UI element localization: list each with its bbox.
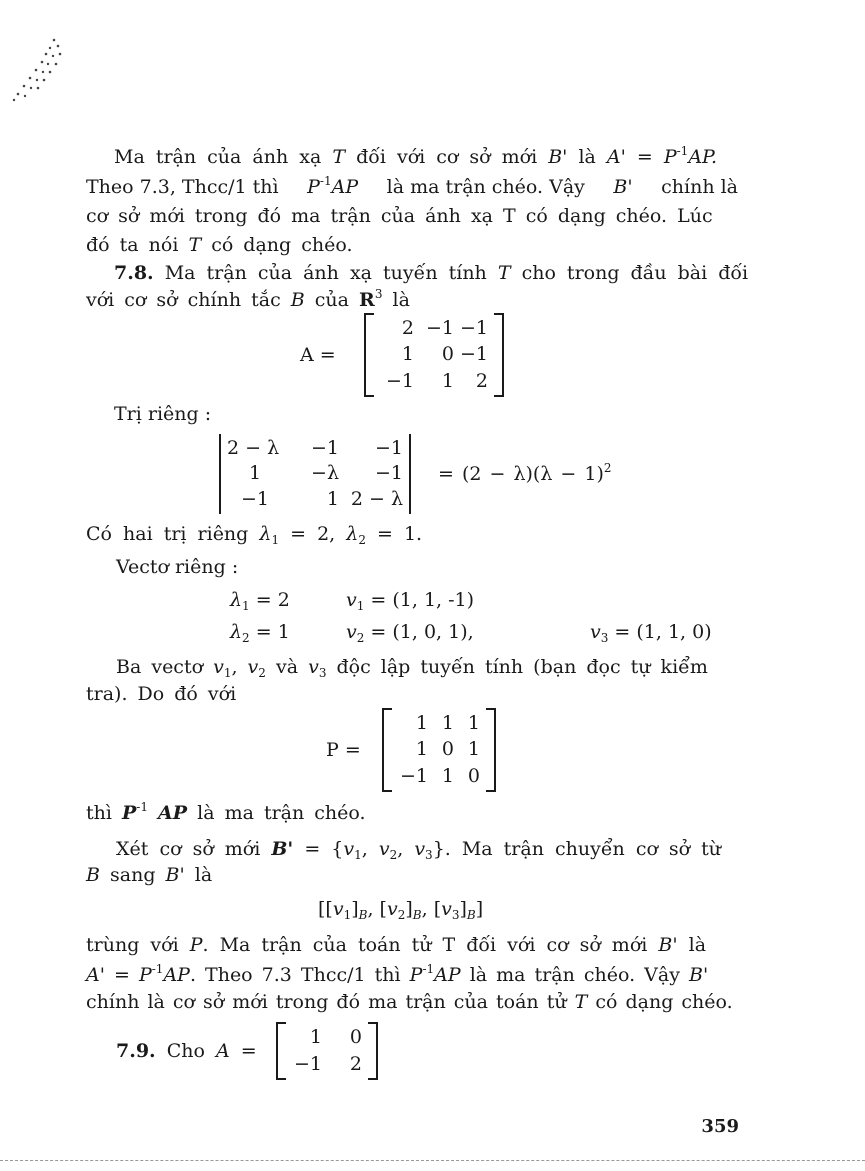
new-basis-line2: B sang B' là xyxy=(86,864,213,886)
coincides-line3: chính là cơ sở mới trong đó ma trận của toán tử T có dạng chéo. xyxy=(86,991,733,1013)
matrix-p: 1 1 1 1 0 1 −1 1 0 xyxy=(382,708,496,792)
matrix-a-79: 1 0 −1 2 xyxy=(276,1022,378,1080)
two-eigenvalues: Có hai trị riêng $\lambda_1 = 2$, $\lambda_2 = 1$. xyxy=(86,523,423,547)
matrix-a-label: A = xyxy=(300,344,336,366)
para1-line1: Ma trận của ánh xạ T đối với cơ sở mới B' là $A' = P^{-1}AP$. xyxy=(114,144,718,168)
para1-line2: Theo 7.3, Thcc/1 thì $P^{-1}AP$ là ma trận chéo. Vậy B' chính là xyxy=(86,174,738,198)
ex78-line1: 7.8. Ma trận của ánh xạ tuyến tính T cho trong đầu bài đối xyxy=(114,262,749,284)
page-number: 359 xyxy=(701,1116,739,1137)
coincides-line1: trùng với P. Ma trận của toán tử T đối với cơ sở mới B' là xyxy=(86,934,707,956)
para1-line4: đó ta nói T có dạng chéo. xyxy=(86,234,353,256)
library-stamp-mark xyxy=(6,28,76,108)
eigenvector-v2: $\lambda_2 = 1$ xyxy=(230,621,290,645)
eigenvector-v2-value: $v_2 = (1$, 0, 1), xyxy=(346,621,474,645)
para1-line3: cơ sở mới trong đó ma trận của ánh xạ T có dạng chéo. Lúc xyxy=(86,205,713,227)
ex79-statement: 7.9. Cho A = xyxy=(116,1040,257,1062)
new-basis-line1: Xét cơ sở mới $B' = \{v_1$, $v_2$, $v_3$}. Ma trận chuyển cơ sở từ xyxy=(116,838,722,862)
exercise-number: 7.9. xyxy=(116,1040,156,1062)
eigenvector-v3-value: $v_3 = (1$, 1, 0) xyxy=(590,621,712,645)
diagonal-statement: thì $P^{-1}$ AP là ma trận chéo. xyxy=(86,800,366,824)
coordinate-matrix: [$[v_1]_B$, $[v_2]_B$, $[v_3]_B$] xyxy=(318,898,484,922)
matrix-p-label: P = xyxy=(326,739,361,761)
ex78-line2: với cơ sở chính tắc B của $R^3$ là xyxy=(86,287,410,311)
independence-line1: Ba vectơ $v_1$, $v_2$ và $v_3$ độc lập tuyến tính (bạn đọc tự kiểm xyxy=(116,656,708,680)
matrix-a: 2 −1 −1 1 0 −1 −1 1 2 xyxy=(364,313,504,397)
independence-line2: tra). Do đó với xyxy=(86,683,237,705)
eigenvalue-heading: Trị riêng : xyxy=(114,403,212,425)
characteristic-polynomial: = $(2 - \lambda)(\lambda - 1)^2$ xyxy=(438,461,612,485)
page-bottom-rule xyxy=(0,1160,865,1161)
eigenvector-v1-value: $v_1 = (1$, 1, -1) xyxy=(346,589,475,613)
exercise-number: 7.8. xyxy=(114,262,154,284)
eigenvector-v1: $\lambda_1 = 2$ xyxy=(230,589,290,613)
characteristic-determinant: 2 − λ −1 −1 1 −λ −1 −1 1 2 − λ xyxy=(219,434,411,514)
coincides-line2: $A' = P^{-1}AP$. Theo 7.3 Thcc/1 thì $P^{-1}AP$ là ma trận chéo. Vậy B' xyxy=(86,962,709,986)
eigenvector-heading: Vectơ riêng : xyxy=(116,556,239,578)
